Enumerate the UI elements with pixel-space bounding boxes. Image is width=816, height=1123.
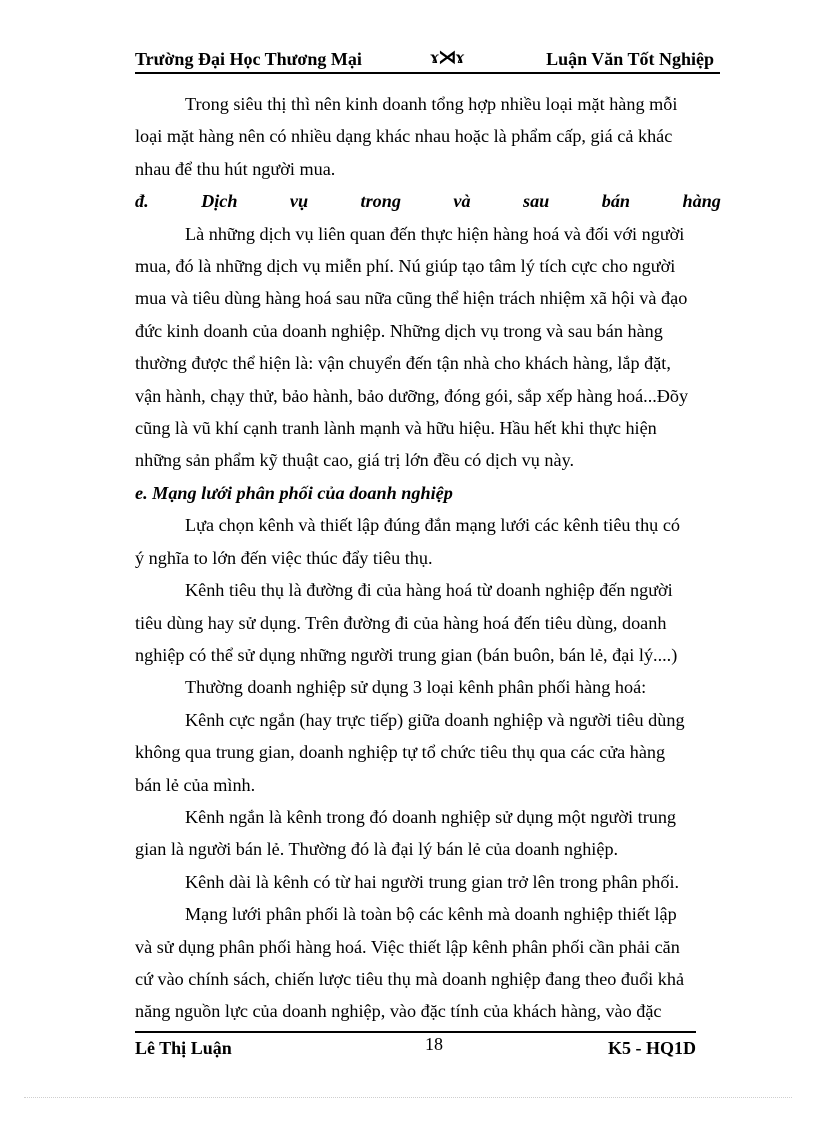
paragraph: Kênh cực ngắn (hay trực tiếp) giữa doanh nghiệp và người tiêu dùng không qua trung gian, doanh nghiệp tự tổ chức tiêu thụ qua các cửa hàng bán lẻ của mình. (135, 709, 685, 795)
paragraph: Là những dịch vụ liên quan đến thực hiện hàng hoá và đối với người mua, đó là những dịch vụ miễn phí. Nú giúp tạo tâm lý tích cực cho người mua và tiêu dùng hàng hoá sau nữa cũng thể hiện trách nhiệm xã hội và đạo đức kinh doanh của doanh nghiệp. Những dịch vụ trong và sau bán hàng thường được thể hiện là: vận chuyển đến tận nhà cho khách hàng, lắp đặt, vận hành, chạy thử, bảo hành, bảo dưỡng, đóng gói, sắp xếp hàng hoá...Đõy cũng là vũ khí cạnh tranh lành mạnh và hữu hiệu. Hầu hết khi thực hiện những sản phẩm kỹ thuật cao, giá trị lớn đều có dịch vụ này. (135, 223, 689, 471)
paragraph: Kênh dài là kênh có từ hai người trung gian trở lên trong phân phối. (185, 871, 680, 892)
page-number: 18 (425, 1034, 443, 1054)
paragraph: Trong siêu thị thì nên kinh doanh tổng hợp nhiều loại mặt hàng mỗi loại mặt hàng nên có nhiều dạng khác nhau hoặc là phẩm cấp, giá cả khác nhau để thu hút người mua. (135, 94, 678, 179)
page-body (135, 88, 721, 1028)
footer-rule (135, 1031, 696, 1033)
header-school-name: Trường Đại Học Thương Mại (135, 49, 362, 69)
paragraph: Lựa chọn kênh và thiết lập đúng đắn mạng lưới các kênh tiêu thụ có ý nghĩa to lớn đến việc thúc đẩy tiêu thụ. (135, 515, 680, 568)
page-header (135, 46, 720, 74)
footer-class-code: K5 - HQ1D (608, 1038, 696, 1058)
header-thesis-title: Luận Văn Tốt Nghiệp (546, 49, 714, 69)
paragraph: Thường doanh nghiệp sử dụng 3 loại kênh phân phối hàng hoá: (185, 677, 647, 698)
footer-author: Lê Thị Luận (135, 1038, 232, 1058)
paragraph: Kênh tiêu thụ là đường đi của hàng hoá từ doanh nghiệp đến người tiêu dùng hay sử dụng. Trên đường đi của hàng hoá đến tiêu dùng, doanh nghiệp có thể sử dụng những người trung gian (bán buôn, bán lẻ, đại lý....) (135, 580, 678, 665)
section-heading-e: e. Mạng lưới phân phối của doanh nghiệp (135, 482, 453, 503)
paragraph: Mạng lưới phân phối là toàn bộ các kênh mà doanh nghiệp thiết lập và sử dụng phân phối hàng hoá. Việc thiết lập kênh phân phối cần phải căn cứ vào chính sách, chiến lược tiêu thụ mà doanh nghiệp đang theo đuổi khả năng nguồn lực của doanh nghiệp, vào đặc tính của khách hàng, vào đặc (135, 904, 685, 1022)
section-heading-d: đ. Dịch vụ trong và sau bán hàng (135, 191, 721, 212)
page-edge-divider (24, 1097, 792, 1098)
paragraph: Kênh ngắn là kênh trong đó doanh nghiệp sử dụng một người trung gian là người bán lẻ. Thường đó là đại lý bán lẻ của doanh nghiệp. (135, 806, 677, 860)
header-ornament: ɤ⋊ɤ (430, 47, 464, 67)
page-footer (135, 1035, 696, 1059)
